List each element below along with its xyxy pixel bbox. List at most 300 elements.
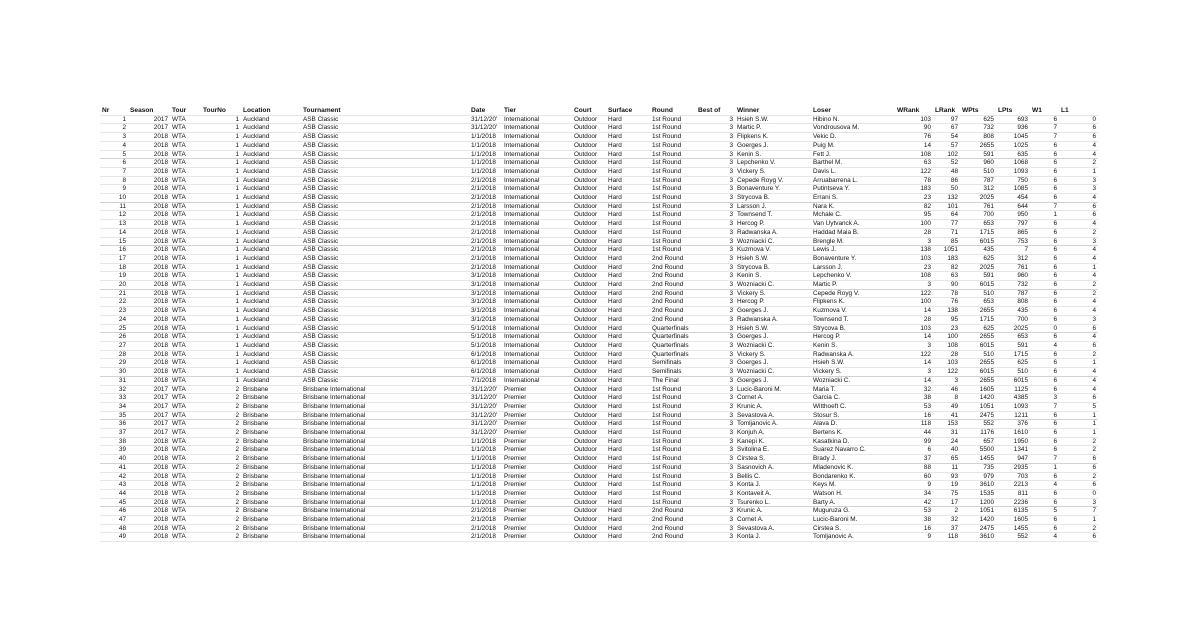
cell-wrank[interactable]: 3 [895, 368, 933, 377]
cell-court[interactable]: Outdoor [572, 202, 606, 211]
cell-round[interactable]: 1st Round [650, 455, 696, 464]
cell-surface[interactable]: Hard [606, 159, 650, 168]
cell-tournament[interactable]: ASB Classic [301, 228, 469, 237]
cell-wrank[interactable]: 103 [895, 115, 933, 124]
cell-wpts[interactable]: 1455 [960, 455, 996, 464]
cell-wpts[interactable]: 6015 [960, 237, 996, 246]
cell-tourno[interactable]: 1 [201, 133, 241, 142]
cell-l1[interactable]: 3 [1059, 185, 1098, 194]
cell-loser[interactable]: Lucic-Baroni M. [811, 516, 895, 525]
cell-tourno[interactable]: 2 [201, 420, 241, 429]
cell-wrank[interactable]: 3 [895, 341, 933, 350]
cell-tournament[interactable]: ASB Classic [301, 115, 469, 124]
cell-nr[interactable]: 29 [100, 359, 128, 368]
cell-w1[interactable]: 7 [1030, 202, 1059, 211]
cell-nr[interactable]: 44 [100, 489, 128, 498]
cell-round[interactable]: 2nd Round [650, 516, 696, 525]
cell-loser[interactable]: Hercog P. [811, 333, 895, 342]
cell-surface[interactable]: Hard [606, 350, 650, 359]
cell-date[interactable]: 1/1/2018 [469, 489, 502, 498]
cell-nr[interactable]: 28 [100, 350, 128, 359]
cell-winner[interactable]: Hsieh S.W. [735, 115, 811, 124]
cell-season[interactable]: 2018 [128, 141, 170, 150]
cell-wrank[interactable]: 99 [895, 437, 933, 446]
cell-w1[interactable]: 6 [1030, 176, 1059, 185]
cell-w1[interactable]: 6 [1030, 315, 1059, 324]
cell-tier[interactable]: International [502, 246, 572, 255]
cell-wpts[interactable]: 625 [960, 324, 996, 333]
cell-l1[interactable]: 4 [1059, 141, 1098, 150]
cell-surface[interactable]: Hard [606, 420, 650, 429]
cell-lpts[interactable]: 510 [996, 368, 1030, 377]
cell-wrank[interactable]: 53 [895, 507, 933, 516]
cell-location[interactable]: Auckland [241, 220, 301, 229]
cell-tier[interactable]: Premier [502, 533, 572, 542]
cell-tour[interactable]: WTA [170, 533, 201, 542]
cell-round[interactable]: Semifinals [650, 368, 696, 377]
cell-tourno[interactable]: 1 [201, 341, 241, 350]
cell-wpts[interactable]: 1200 [960, 498, 996, 507]
cell-wrank[interactable]: 14 [895, 359, 933, 368]
cell-wpts[interactable]: 2025 [960, 263, 996, 272]
cell-l1[interactable]: 4 [1059, 333, 1098, 342]
cell-season[interactable]: 2017 [128, 124, 170, 133]
column-header-lpts[interactable]: LPts [996, 107, 1030, 115]
cell-season[interactable]: 2018 [128, 446, 170, 455]
cell-round[interactable]: 2nd Round [650, 254, 696, 263]
cell-loser[interactable]: Mchale C. [811, 211, 895, 220]
cell-tourno[interactable]: 1 [201, 202, 241, 211]
cell-loser[interactable]: Maria T. [811, 385, 895, 394]
cell-season[interactable]: 2018 [128, 133, 170, 142]
cell-tier[interactable]: International [502, 115, 572, 124]
cell-l1[interactable]: 4 [1059, 150, 1098, 159]
column-header-location[interactable]: Location [241, 107, 301, 115]
column-header-best-of[interactable]: Best of [696, 107, 735, 115]
cell-surface[interactable]: Hard [606, 237, 650, 246]
cell-tour[interactable]: WTA [170, 150, 201, 159]
cell-l1[interactable]: 1 [1059, 167, 1098, 176]
cell-location[interactable]: Auckland [241, 194, 301, 203]
cell-w1[interactable]: 7 [1030, 402, 1059, 411]
cell-date[interactable]: 1/1/2018 [469, 481, 502, 490]
cell-w1[interactable]: 6 [1030, 350, 1059, 359]
cell-tournament[interactable]: ASB Classic [301, 341, 469, 350]
cell-date[interactable]: 3/1/2018 [469, 298, 502, 307]
cell-wrank[interactable]: 28 [895, 228, 933, 237]
cell-season[interactable]: 2018 [128, 333, 170, 342]
cell-loser[interactable]: Townsend T. [811, 315, 895, 324]
cell-court[interactable]: Outdoor [572, 429, 606, 438]
cell-round[interactable]: Quarterfinals [650, 324, 696, 333]
cell-court[interactable]: Outdoor [572, 194, 606, 203]
cell-w1[interactable]: 6 [1030, 498, 1059, 507]
cell-date[interactable]: 2/1/2018 [469, 220, 502, 229]
cell-tier[interactable]: International [502, 185, 572, 194]
cell-date[interactable]: 2/1/2018 [469, 246, 502, 255]
cell-lpts[interactable]: 865 [996, 228, 1030, 237]
cell-best-of[interactable]: 3 [696, 150, 735, 159]
cell-l1[interactable]: 6 [1059, 324, 1098, 333]
cell-winner[interactable]: Cornet A. [735, 516, 811, 525]
cell-round[interactable]: 1st Round [650, 150, 696, 159]
cell-season[interactable]: 2017 [128, 411, 170, 420]
cell-l1[interactable]: 4 [1059, 307, 1098, 316]
cell-winner[interactable]: Goerges J. [735, 141, 811, 150]
cell-lpts[interactable]: 808 [996, 298, 1030, 307]
cell-lpts[interactable]: 947 [996, 455, 1030, 464]
cell-surface[interactable]: Hard [606, 185, 650, 194]
cell-loser[interactable]: Vekic D. [811, 133, 895, 142]
cell-tournament[interactable]: ASB Classic [301, 176, 469, 185]
cell-winner[interactable]: Kuzmova V. [735, 246, 811, 255]
cell-lpts[interactable]: 653 [996, 333, 1030, 342]
cell-wrank[interactable]: 28 [895, 315, 933, 324]
cell-date[interactable]: 31/12/20' [469, 115, 502, 124]
cell-wrank[interactable]: 14 [895, 376, 933, 385]
cell-season[interactable]: 2018 [128, 194, 170, 203]
cell-location[interactable]: Auckland [241, 333, 301, 342]
cell-season[interactable]: 2018 [128, 185, 170, 194]
cell-best-of[interactable]: 3 [696, 272, 735, 281]
cell-tier[interactable]: International [502, 141, 572, 150]
cell-season[interactable]: 2017 [128, 429, 170, 438]
cell-surface[interactable]: Hard [606, 263, 650, 272]
cell-w1[interactable]: 6 [1030, 359, 1059, 368]
cell-surface[interactable]: Hard [606, 254, 650, 263]
cell-court[interactable]: Outdoor [572, 228, 606, 237]
cell-winner[interactable]: Vickery S. [735, 167, 811, 176]
cell-surface[interactable]: Hard [606, 281, 650, 290]
cell-location[interactable]: Auckland [241, 350, 301, 359]
cell-court[interactable]: Outdoor [572, 185, 606, 194]
cell-tier[interactable]: International [502, 315, 572, 324]
cell-nr[interactable]: 41 [100, 463, 128, 472]
cell-best-of[interactable]: 3 [696, 333, 735, 342]
cell-tourno[interactable]: 2 [201, 411, 241, 420]
cell-tourno[interactable]: 2 [201, 446, 241, 455]
cell-l1[interactable]: 4 [1059, 376, 1098, 385]
cell-wpts[interactable]: 591 [960, 272, 996, 281]
cell-tournament[interactable]: ASB Classic [301, 289, 469, 298]
cell-loser[interactable]: Bertens K. [811, 429, 895, 438]
cell-best-of[interactable]: 3 [696, 376, 735, 385]
cell-tournament[interactable]: ASB Classic [301, 315, 469, 324]
cell-w1[interactable]: 6 [1030, 237, 1059, 246]
cell-best-of[interactable]: 3 [696, 176, 735, 185]
cell-court[interactable]: Outdoor [572, 176, 606, 185]
cell-lrank[interactable]: 153 [933, 420, 960, 429]
cell-court[interactable]: Outdoor [572, 437, 606, 446]
cell-location[interactable]: Auckland [241, 159, 301, 168]
cell-winner[interactable]: Cirstea S. [735, 455, 811, 464]
column-header-season[interactable]: Season [128, 107, 170, 115]
cell-wpts[interactable]: 787 [960, 176, 996, 185]
cell-tourno[interactable]: 2 [201, 533, 241, 542]
cell-lrank[interactable]: 77 [933, 220, 960, 229]
cell-loser[interactable]: Barty A. [811, 498, 895, 507]
cell-location[interactable]: Auckland [241, 202, 301, 211]
cell-location[interactable]: Auckland [241, 185, 301, 194]
cell-loser[interactable]: Lepchenko V. [811, 272, 895, 281]
cell-season[interactable]: 2017 [128, 115, 170, 124]
cell-w1[interactable]: 6 [1030, 411, 1059, 420]
cell-location[interactable]: Brisbane [241, 524, 301, 533]
cell-lpts[interactable]: 1605 [996, 516, 1030, 525]
cell-date[interactable]: 31/12/20' [469, 420, 502, 429]
cell-lpts[interactable]: 753 [996, 237, 1030, 246]
cell-tournament[interactable]: Brisbane International [301, 507, 469, 516]
cell-tour[interactable]: WTA [170, 315, 201, 324]
cell-nr[interactable]: 48 [100, 524, 128, 533]
cell-surface[interactable]: Hard [606, 376, 650, 385]
cell-season[interactable]: 2018 [128, 489, 170, 498]
cell-wpts[interactable]: 510 [960, 350, 996, 359]
cell-tour[interactable]: WTA [170, 202, 201, 211]
cell-round[interactable]: 1st Round [650, 159, 696, 168]
cell-winner[interactable]: Goerges J. [735, 333, 811, 342]
cell-l1[interactable]: 4 [1059, 194, 1098, 203]
cell-court[interactable]: Outdoor [572, 133, 606, 142]
cell-location[interactable]: Auckland [241, 272, 301, 281]
cell-lpts[interactable]: 635 [996, 150, 1030, 159]
cell-surface[interactable]: Hard [606, 298, 650, 307]
cell-nr[interactable]: 30 [100, 368, 128, 377]
cell-tier[interactable]: International [502, 124, 572, 133]
cell-date[interactable]: 2/1/2018 [469, 254, 502, 263]
cell-location[interactable]: Brisbane [241, 507, 301, 516]
cell-best-of[interactable]: 3 [696, 498, 735, 507]
cell-date[interactable]: 1/1/2018 [469, 498, 502, 507]
cell-lrank[interactable]: 24 [933, 437, 960, 446]
cell-surface[interactable]: Hard [606, 246, 650, 255]
cell-winner[interactable]: Wozniacki C. [735, 237, 811, 246]
cell-w1[interactable]: 3 [1030, 394, 1059, 403]
cell-l1[interactable]: 2 [1059, 289, 1098, 298]
cell-l1[interactable]: 2 [1059, 446, 1098, 455]
cell-tour[interactable]: WTA [170, 420, 201, 429]
cell-wpts[interactable]: 552 [960, 420, 996, 429]
cell-wpts[interactable]: 2475 [960, 524, 996, 533]
cell-season[interactable]: 2018 [128, 237, 170, 246]
cell-nr[interactable]: 18 [100, 263, 128, 272]
cell-wrank[interactable]: 118 [895, 420, 933, 429]
cell-tournament[interactable]: Brisbane International [301, 437, 469, 446]
cell-nr[interactable]: 23 [100, 307, 128, 316]
cell-date[interactable]: 1/1/2018 [469, 463, 502, 472]
cell-wrank[interactable]: 9 [895, 481, 933, 490]
cell-lpts[interactable]: 6015 [996, 376, 1030, 385]
cell-wpts[interactable]: 2025 [960, 194, 996, 203]
cell-wrank[interactable]: 14 [895, 307, 933, 316]
cell-location[interactable]: Auckland [241, 176, 301, 185]
cell-court[interactable]: Outdoor [572, 333, 606, 342]
cell-nr[interactable]: 8 [100, 176, 128, 185]
cell-best-of[interactable]: 3 [696, 359, 735, 368]
cell-winner[interactable]: Wozniacki C. [735, 281, 811, 290]
cell-best-of[interactable]: 3 [696, 350, 735, 359]
cell-l1[interactable]: 4 [1059, 368, 1098, 377]
cell-court[interactable]: Outdoor [572, 220, 606, 229]
cell-wrank[interactable]: 3 [895, 281, 933, 290]
cell-l1[interactable]: 3 [1059, 176, 1098, 185]
cell-lrank[interactable]: 65 [933, 455, 960, 464]
cell-surface[interactable]: Hard [606, 446, 650, 455]
cell-round[interactable]: 2nd Round [650, 533, 696, 542]
cell-round[interactable]: 1st Round [650, 228, 696, 237]
cell-location[interactable]: Auckland [241, 115, 301, 124]
cell-nr[interactable]: 38 [100, 437, 128, 446]
cell-tour[interactable]: WTA [170, 307, 201, 316]
cell-lrank[interactable]: 37 [933, 524, 960, 533]
cell-tourno[interactable]: 1 [201, 350, 241, 359]
cell-loser[interactable]: Hibino N. [811, 115, 895, 124]
cell-nr[interactable]: 26 [100, 333, 128, 342]
cell-w1[interactable]: 7 [1030, 124, 1059, 133]
cell-surface[interactable]: Hard [606, 272, 650, 281]
cell-lrank[interactable]: 132 [933, 194, 960, 203]
cell-nr[interactable]: 12 [100, 211, 128, 220]
cell-best-of[interactable]: 3 [696, 307, 735, 316]
cell-tour[interactable]: WTA [170, 246, 201, 255]
cell-season[interactable]: 2018 [128, 272, 170, 281]
cell-tourno[interactable]: 1 [201, 281, 241, 290]
cell-wrank[interactable]: 183 [895, 185, 933, 194]
cell-l1[interactable]: 2 [1059, 228, 1098, 237]
cell-wpts[interactable]: 1715 [960, 315, 996, 324]
cell-lrank[interactable]: 85 [933, 237, 960, 246]
cell-nr[interactable]: 6 [100, 159, 128, 168]
cell-w1[interactable]: 5 [1030, 507, 1059, 516]
cell-lrank[interactable]: 63 [933, 272, 960, 281]
cell-tier[interactable]: Premier [502, 472, 572, 481]
cell-court[interactable]: Outdoor [572, 507, 606, 516]
cell-wrank[interactable]: 100 [895, 298, 933, 307]
cell-l1[interactable]: 1 [1059, 263, 1098, 272]
cell-nr[interactable]: 7 [100, 167, 128, 176]
cell-w1[interactable]: 6 [1030, 437, 1059, 446]
cell-winner[interactable]: Hsieh S.W. [735, 324, 811, 333]
cell-lpts[interactable]: 732 [996, 281, 1030, 290]
cell-nr[interactable]: 45 [100, 498, 128, 507]
cell-lrank[interactable]: 52 [933, 159, 960, 168]
cell-tier[interactable]: International [502, 220, 572, 229]
cell-loser[interactable]: Stosur S. [811, 411, 895, 420]
cell-tour[interactable]: WTA [170, 481, 201, 490]
cell-wpts[interactable]: 700 [960, 211, 996, 220]
cell-loser[interactable]: Witthoeft C. [811, 402, 895, 411]
cell-location[interactable]: Auckland [241, 133, 301, 142]
cell-nr[interactable]: 13 [100, 220, 128, 229]
cell-surface[interactable]: Hard [606, 150, 650, 159]
cell-wpts[interactable]: 510 [960, 167, 996, 176]
cell-round[interactable]: 1st Round [650, 141, 696, 150]
cell-tournament[interactable]: ASB Classic [301, 359, 469, 368]
cell-lpts[interactable]: 1610 [996, 429, 1030, 438]
cell-tour[interactable]: WTA [170, 507, 201, 516]
cell-tourno[interactable]: 1 [201, 376, 241, 385]
cell-wpts[interactable]: 435 [960, 246, 996, 255]
cell-tourno[interactable]: 1 [201, 324, 241, 333]
cell-round[interactable]: Quarterfinals [650, 333, 696, 342]
cell-wpts[interactable]: 653 [960, 220, 996, 229]
cell-lrank[interactable]: 23 [933, 324, 960, 333]
cell-best-of[interactable]: 3 [696, 472, 735, 481]
cell-location[interactable]: Brisbane [241, 481, 301, 490]
cell-tier[interactable]: International [502, 376, 572, 385]
cell-tour[interactable]: WTA [170, 341, 201, 350]
cell-tour[interactable]: WTA [170, 472, 201, 481]
cell-round[interactable]: 2nd Round [650, 272, 696, 281]
column-header-wpts[interactable]: WPts [960, 107, 996, 115]
cell-lpts[interactable]: 787 [996, 289, 1030, 298]
cell-loser[interactable]: Wozniacki C. [811, 376, 895, 385]
cell-tier[interactable]: Premier [502, 481, 572, 490]
cell-location[interactable]: Auckland [241, 263, 301, 272]
cell-wpts[interactable]: 1176 [960, 429, 996, 438]
cell-location[interactable]: Auckland [241, 307, 301, 316]
cell-wrank[interactable]: 122 [895, 350, 933, 359]
column-header-nr[interactable]: Nr [100, 107, 128, 115]
cell-court[interactable]: Outdoor [572, 167, 606, 176]
cell-loser[interactable]: Fett J. [811, 150, 895, 159]
cell-tier[interactable]: International [502, 194, 572, 203]
cell-location[interactable]: Auckland [241, 281, 301, 290]
cell-winner[interactable]: Svitolina E. [735, 446, 811, 455]
cell-round[interactable]: 2nd Round [650, 315, 696, 324]
column-header-l1[interactable]: L1 [1059, 107, 1098, 115]
cell-tournament[interactable]: Brisbane International [301, 420, 469, 429]
cell-lpts[interactable]: 644 [996, 202, 1030, 211]
cell-location[interactable]: Auckland [241, 324, 301, 333]
cell-w1[interactable]: 1 [1030, 211, 1059, 220]
cell-lrank[interactable]: 76 [933, 298, 960, 307]
cell-loser[interactable]: Kasatkina D. [811, 437, 895, 446]
cell-winner[interactable]: Wozniacki C. [735, 341, 811, 350]
cell-loser[interactable]: Puig M. [811, 141, 895, 150]
cell-surface[interactable]: Hard [606, 115, 650, 124]
cell-season[interactable]: 2018 [128, 176, 170, 185]
cell-nr[interactable]: 10 [100, 194, 128, 203]
cell-winner[interactable]: Cornet A. [735, 394, 811, 403]
cell-nr[interactable]: 14 [100, 228, 128, 237]
cell-surface[interactable]: Hard [606, 533, 650, 542]
cell-tour[interactable]: WTA [170, 516, 201, 525]
cell-season[interactable]: 2018 [128, 263, 170, 272]
cell-wrank[interactable]: 95 [895, 211, 933, 220]
cell-court[interactable]: Outdoor [572, 263, 606, 272]
cell-wpts[interactable]: 5500 [960, 446, 996, 455]
cell-wpts[interactable]: 1051 [960, 402, 996, 411]
cell-season[interactable]: 2018 [128, 246, 170, 255]
cell-wrank[interactable]: 14 [895, 141, 933, 150]
cell-l1[interactable]: 6 [1059, 211, 1098, 220]
cell-lrank[interactable]: 41 [933, 411, 960, 420]
cell-location[interactable]: Brisbane [241, 498, 301, 507]
cell-w1[interactable]: 1 [1030, 463, 1059, 472]
cell-tourno[interactable]: 1 [201, 263, 241, 272]
cell-lrank[interactable]: 183 [933, 254, 960, 263]
cell-surface[interactable]: Hard [606, 489, 650, 498]
cell-tour[interactable]: WTA [170, 133, 201, 142]
cell-tournament[interactable]: ASB Classic [301, 350, 469, 359]
cell-w1[interactable]: 6 [1030, 228, 1059, 237]
cell-surface[interactable]: Hard [606, 394, 650, 403]
cell-wrank[interactable]: 9 [895, 533, 933, 542]
cell-tier[interactable]: International [502, 176, 572, 185]
cell-winner[interactable]: Strycova B. [735, 263, 811, 272]
cell-season[interactable]: 2018 [128, 289, 170, 298]
